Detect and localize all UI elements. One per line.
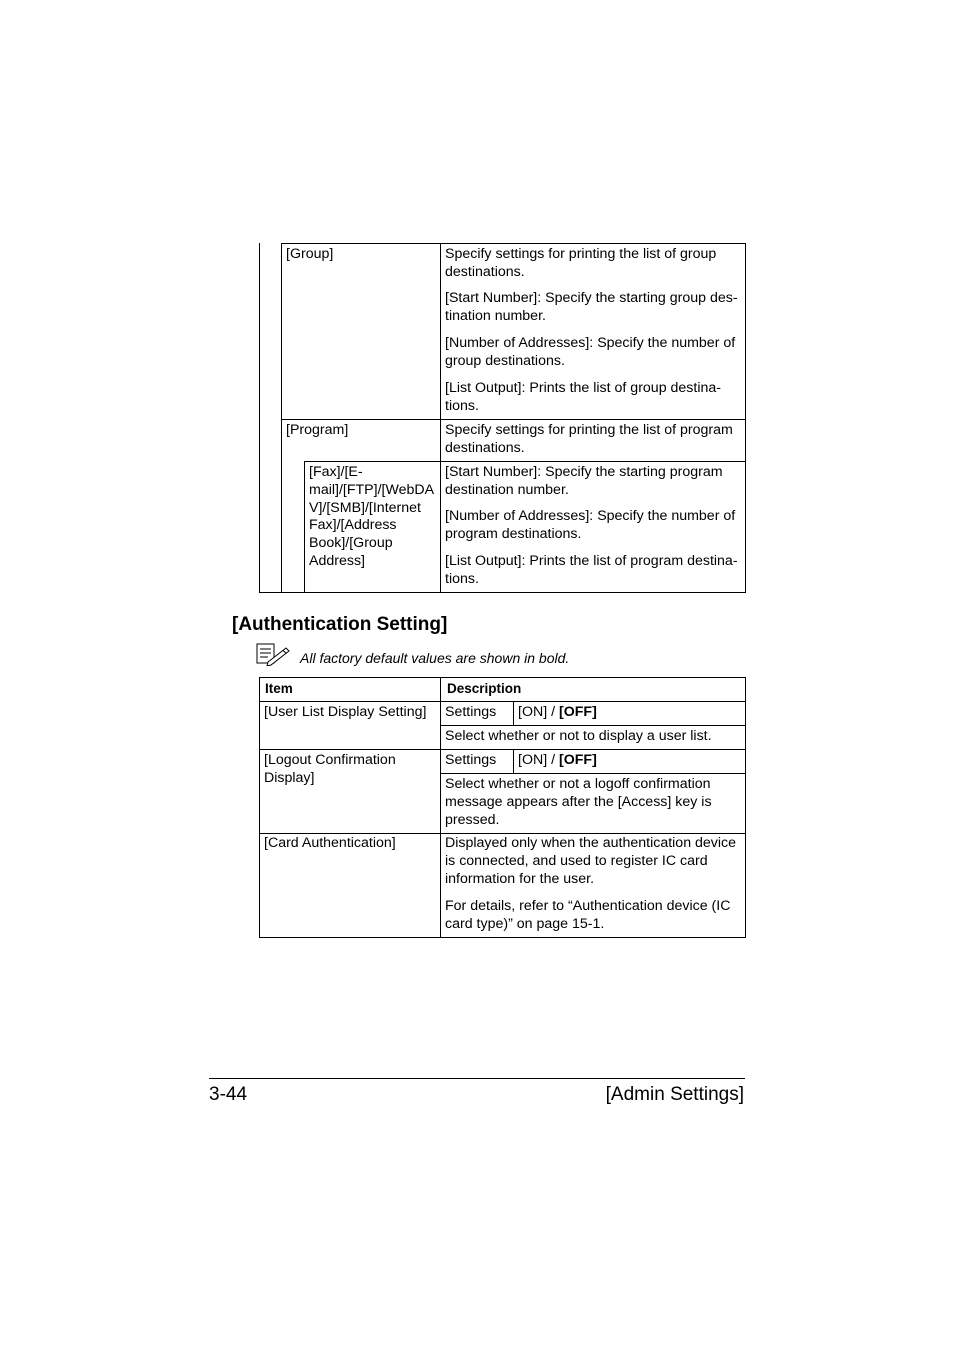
table-border [304,461,746,462]
section-title: [Authentication Setting] [232,614,448,635]
footer-rule [209,1078,745,1079]
row-logout-description: Select whether or not a logoff confirmation message appears after the [Access] key is pressed. [445,776,712,828]
row-card-auth-description-2: For details, refer to “Authentication device (IC card type)” on page 15-1. [445,898,731,932]
table-border [440,243,441,593]
table-border [259,833,746,834]
table-border [259,749,746,750]
row-logout-item: [Logout Confirmation Display] [264,752,396,786]
table-border [259,701,746,702]
row-card-auth-item: [Card Authentication] [264,835,396,851]
program-sub-description-3: [List Output]: Prints the list of program destina-tions. [445,553,738,587]
group-description-2: [Start Number]: Specify the starting group des-tination number. [445,290,738,324]
table-border [281,243,746,244]
table-border [440,773,746,774]
program-sub-description-1: [Start Number]: Specify the starting program destination number. [445,464,723,498]
row-user-list-item: [User List Display Setting] [264,704,427,720]
table-border [281,419,746,420]
row-user-list-settings-label: Settings [445,704,497,720]
row-user-list-description: Select whether or not to display a user list. [445,728,712,744]
row-card-auth-description-1: Displayed only when the authentication device is connected, and used to register IC card information for the user. [445,835,737,887]
group-description-1: Specify settings for printing the list of group destinations. [445,246,717,280]
table-border [281,243,282,593]
group-description-3: [Number of Addresses]: Specify the number of group destinations. [445,335,736,369]
program-sub-description-2: [Number of Addresses]: Specify the number of program destinations. [445,508,736,542]
table-border [259,937,746,938]
row-logout-settings-label: Settings [445,752,497,768]
table-border [259,592,746,593]
table-border [440,725,746,726]
program-description: Specify settings for printing the list of program destinations. [445,422,733,456]
program-sub-item-label: [Fax]/[E-mail]/[FTP]/[WebDAV]/[SMB]/[Internet Fax]/[Address Book]/[Group Address] [309,464,435,569]
header-description: Description [447,681,522,696]
table-border [440,677,441,938]
table-border [745,677,746,938]
table-border [259,243,260,593]
table-border [304,461,305,593]
table-border [259,677,746,678]
header-item: Item [265,681,293,696]
group-item-label: [Group] [286,246,334,262]
table-border [513,749,514,773]
chapter-title: [Admin Settings] [605,1084,744,1105]
group-description-4: [List Output]: Prints the list of group destina-tions. [445,380,722,414]
table-border [745,243,746,593]
table-border [513,701,514,725]
row-logout-settings-value: [ON] / [OFF] [518,752,597,768]
row-user-list-settings-value: [ON] / [OFF] [518,704,597,720]
note-text: All factory default values are shown in bold. [300,650,570,666]
memo-pencil-icon [256,642,290,666]
page-number: 3-44 [209,1084,248,1105]
table-border [259,677,260,938]
program-item-label: [Program] [286,422,349,438]
